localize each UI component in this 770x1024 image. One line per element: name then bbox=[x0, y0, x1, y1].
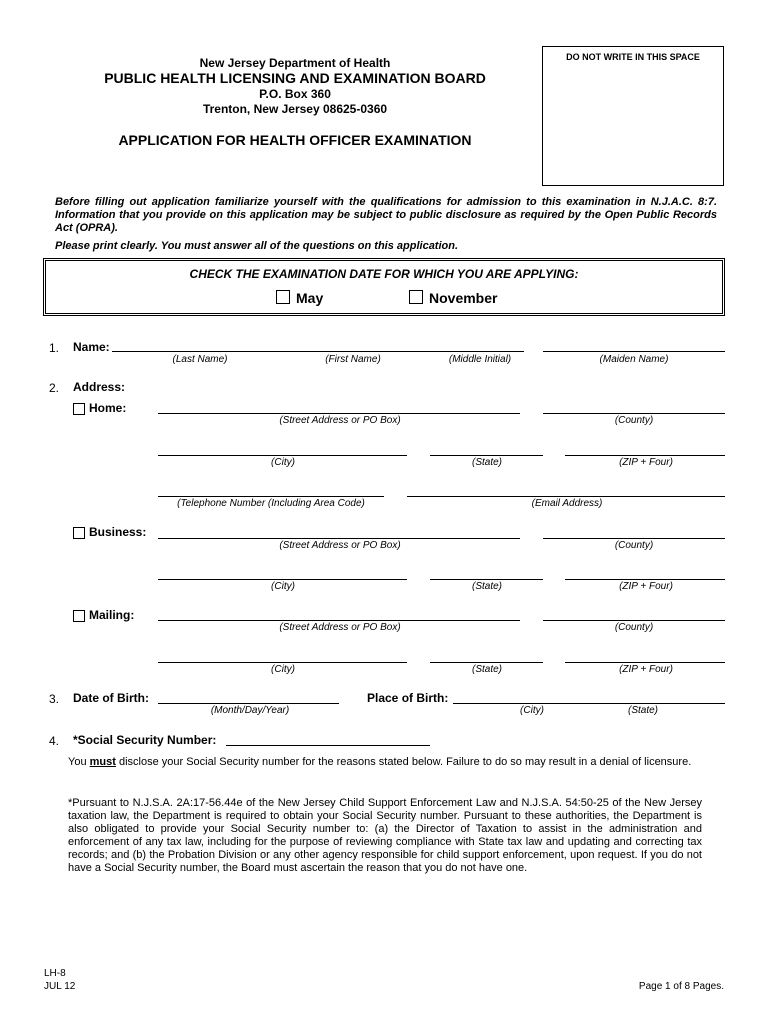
email-caption: (Email Address) bbox=[531, 498, 603, 509]
mailing-zip-field[interactable] bbox=[565, 662, 725, 663]
home-address-checkbox[interactable] bbox=[73, 403, 85, 415]
business-city-field[interactable] bbox=[158, 579, 407, 580]
disclosure-must: must bbox=[89, 756, 116, 768]
business-street-field[interactable] bbox=[158, 538, 520, 539]
form-date: JUL 12 bbox=[44, 981, 76, 992]
november-checkbox[interactable] bbox=[409, 290, 423, 304]
mailing-county-caption: (County) bbox=[614, 622, 654, 633]
dob-label: Date of Birth: bbox=[73, 691, 149, 705]
email-field[interactable] bbox=[407, 496, 725, 497]
business-county-caption: (County) bbox=[614, 540, 654, 551]
address-label: Address: bbox=[73, 380, 126, 394]
business-state-caption: (State) bbox=[471, 581, 502, 592]
home-street-caption: (Street Address or PO Box) bbox=[279, 415, 401, 426]
form-id: LH-8 bbox=[44, 968, 66, 979]
name-field[interactable] bbox=[112, 351, 524, 352]
mailing-city-caption: (City) bbox=[271, 664, 295, 675]
business-address-checkbox[interactable] bbox=[73, 527, 85, 539]
may-label: May bbox=[296, 290, 324, 306]
phone-field[interactable] bbox=[158, 496, 384, 497]
mailing-label: Mailing: bbox=[89, 608, 135, 622]
first-name-caption: (First Name) bbox=[325, 354, 381, 365]
middle-initial-caption: (Middle Initial) bbox=[448, 354, 512, 365]
office-use-label: DO NOT WRITE IN THIS SPACE bbox=[566, 52, 700, 62]
print-clearly-notice: Please print clearly. You must answer all of the questions on this application. bbox=[55, 240, 459, 252]
maiden-name-caption: (Maiden Name) bbox=[599, 354, 669, 365]
mailing-street-field[interactable] bbox=[158, 620, 520, 621]
name-label: Name: bbox=[73, 340, 110, 354]
november-label: November bbox=[429, 290, 498, 306]
home-county-field[interactable] bbox=[543, 413, 725, 414]
po-box: P.O. Box 360 bbox=[259, 87, 331, 101]
ssn-label: *Social Security Number: bbox=[73, 733, 217, 747]
mailing-city-field[interactable] bbox=[158, 662, 407, 663]
department-name: New Jersey Department of Health bbox=[199, 56, 391, 70]
mailing-state-field[interactable] bbox=[430, 662, 543, 663]
home-city-caption: (City) bbox=[271, 457, 295, 468]
page-number: Page 1 of 8 Pages. bbox=[638, 981, 724, 992]
business-state-field[interactable] bbox=[430, 579, 543, 580]
home-label: Home: bbox=[89, 401, 127, 415]
q2-number: 2. bbox=[49, 381, 60, 395]
home-zip-caption: (ZIP + Four) bbox=[619, 457, 673, 468]
form-title: APPLICATION FOR HEALTH OFFICER EXAMINATION bbox=[118, 132, 472, 148]
ssn-field[interactable] bbox=[226, 745, 430, 746]
ssn-statute-paragraph: *Pursuant to N.J.S.A. 2A:17-56.44e of the New Jersey Child Support Enforcement Law and N.J.S.A. 54:50-25 of the New Jersey taxation law, the Department is required to obtain your Social Security number. Pursuant to these authorities, the Department is also obligated to provide your Social Security number to: (a) the Director of Taxation to assist in the administration and enforcement of any tax law, including for the purpose of reviewing compliance with State tax law and updating and correcting tax records; and (b) the Probation Division or any other agency responsible for child support enforcement, upon request. If you do not have a Social Security number, the Board must ascertain the reason that you do not have one. bbox=[68, 797, 702, 874]
q4-number: 4. bbox=[49, 734, 60, 748]
board-city: Trenton, New Jersey 08625-0360 bbox=[202, 102, 388, 116]
business-street-caption: (Street Address or PO Box) bbox=[279, 540, 401, 551]
exam-date-heading: CHECK THE EXAMINATION DATE FOR WHICH YOU ARE APPLYING: bbox=[189, 267, 579, 281]
ssn-disclosure-notice bbox=[68, 756, 702, 769]
mailing-street-caption: (Street Address or PO Box) bbox=[279, 622, 401, 633]
last-name-caption: (Last Name) bbox=[172, 354, 228, 365]
business-zip-field[interactable] bbox=[565, 579, 725, 580]
dob-field[interactable] bbox=[158, 703, 339, 704]
mailing-county-field[interactable] bbox=[543, 620, 725, 621]
mailing-address-checkbox[interactable] bbox=[73, 610, 85, 622]
business-county-field[interactable] bbox=[543, 538, 725, 539]
home-state-field[interactable] bbox=[430, 455, 543, 456]
business-city-caption: (City) bbox=[271, 581, 295, 592]
exam-date-box bbox=[43, 258, 725, 316]
pob-label: Place of Birth: bbox=[367, 691, 449, 705]
disclosure-rest: disclose your Social Security number for the reasons stated below. Failure to do so may result in a denial of licensure. bbox=[115, 756, 692, 768]
pob-field[interactable] bbox=[453, 703, 725, 704]
mailing-zip-caption: (ZIP + Four) bbox=[619, 664, 673, 675]
home-zip-field[interactable] bbox=[565, 455, 725, 456]
q3-number: 3. bbox=[49, 692, 60, 706]
dob-caption: (Month/Day/Year) bbox=[210, 705, 290, 716]
mailing-state-caption: (State) bbox=[471, 664, 502, 675]
home-city-field[interactable] bbox=[158, 455, 407, 456]
home-street-field[interactable] bbox=[158, 413, 520, 414]
business-label: Business: bbox=[89, 525, 147, 539]
home-county-caption: (County) bbox=[614, 415, 654, 426]
disclosure-prefix: You bbox=[68, 756, 90, 768]
qualifications-notice: Before filling out application familiarize yourself with the qualifications for admission to this examination in N.J.A.C. 8:7. Information that you provide on this application may be subject to public disclosure as required by the Open Public Records Act (OPRA). bbox=[55, 196, 717, 234]
pob-city-caption: (City) bbox=[520, 705, 544, 716]
phone-caption: (Telephone Number (Including Area Code) bbox=[177, 498, 365, 509]
q1-number: 1. bbox=[49, 341, 60, 355]
maiden-name-field[interactable] bbox=[543, 351, 725, 352]
may-checkbox[interactable] bbox=[276, 290, 290, 304]
board-name: PUBLIC HEALTH LICENSING AND EXAMINATION BOARD bbox=[104, 70, 486, 86]
business-zip-caption: (ZIP + Four) bbox=[619, 581, 673, 592]
pob-state-caption: (State) bbox=[627, 705, 658, 716]
home-state-caption: (State) bbox=[471, 457, 502, 468]
office-use-box bbox=[542, 46, 724, 186]
